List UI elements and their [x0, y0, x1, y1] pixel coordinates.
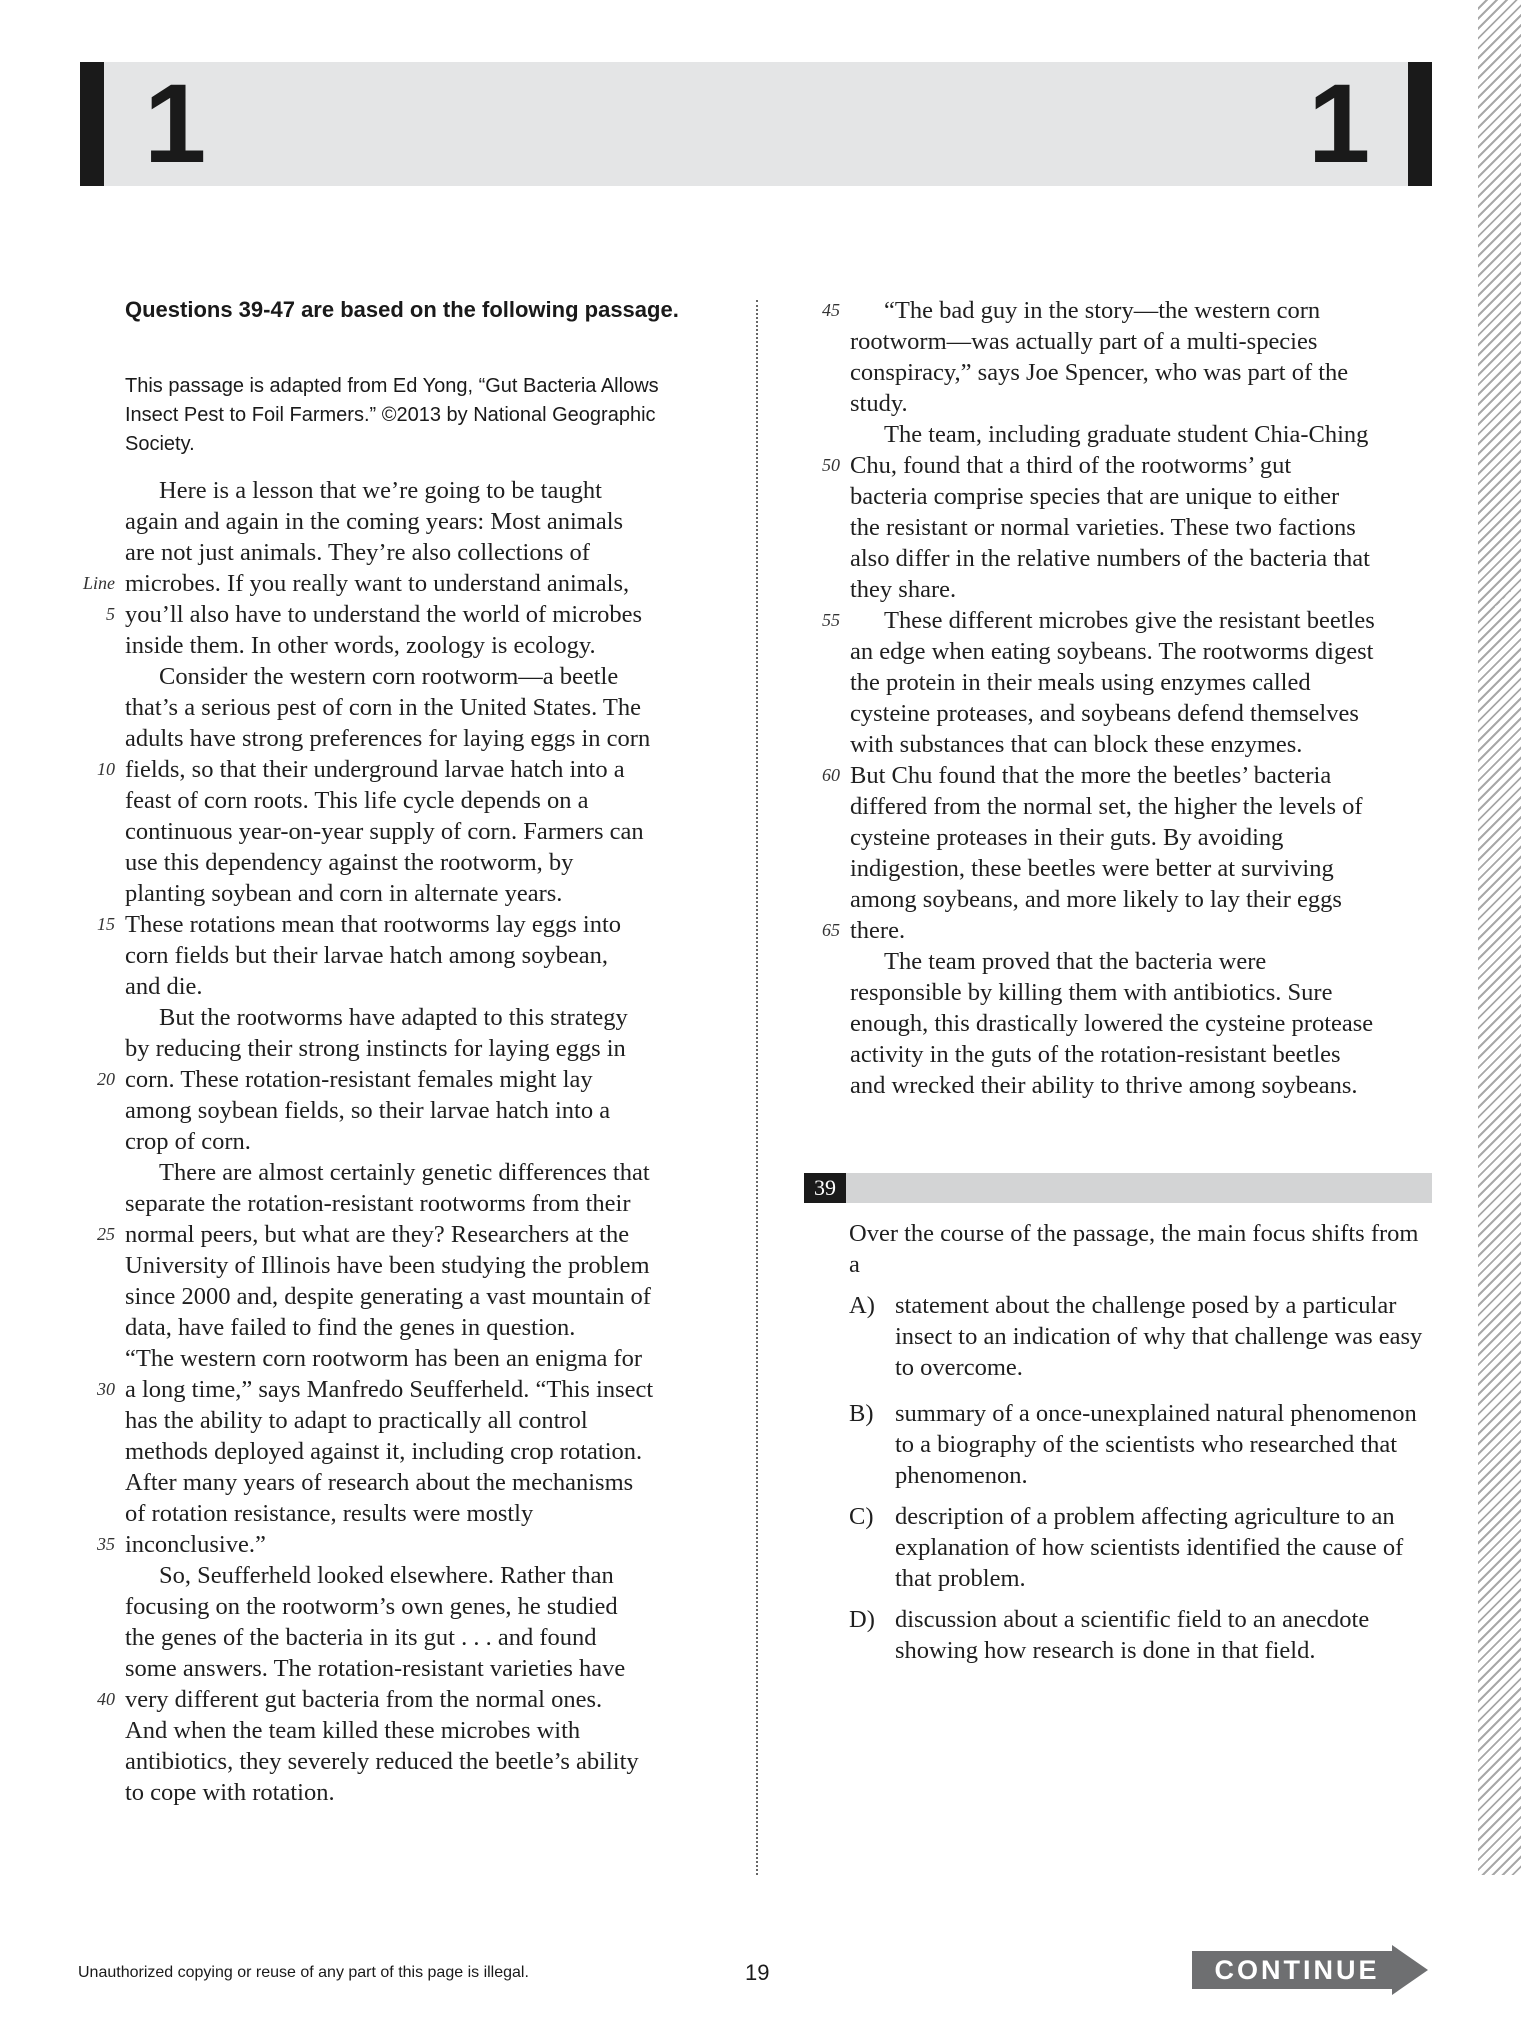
- choice-text: description of a problem affecting agriculture to an explanation of how scientists identified the cause of that problem.: [895, 1503, 1404, 1592]
- passage-line: focusing on the rootworm’s own genes, he studied: [125, 1593, 618, 1620]
- passage-line: Here is a lesson that we’re going to be taught: [159, 477, 602, 504]
- line-number: 5: [106, 604, 115, 624]
- passage-line: University of Illinois have been studying the problem: [125, 1252, 650, 1279]
- passage-source: This passage is adapted from Ed Yong, “Gut Bacteria Allows Insect Pest to Foil Farmers.” ©2013 by National Geographic Society.: [125, 375, 659, 455]
- passage-line: and wrecked their ability to thrive among soybeans.: [850, 1072, 1358, 1099]
- line-number: 60: [822, 765, 840, 785]
- passage-line: bacteria comprise species that are unique to either: [850, 483, 1340, 510]
- question-stem: Over the course of the passage, the main focus shifts from a: [849, 1220, 1419, 1278]
- passage-line: After many years of research about the mechanisms: [125, 1469, 634, 1496]
- line-number: 40: [97, 1689, 115, 1709]
- line-label: Line: [82, 573, 115, 593]
- passage-line: also differ in the relative numbers of the bacteria that: [850, 545, 1370, 572]
- passage-line: cysteine proteases in their guts. By avoiding: [850, 824, 1284, 851]
- section-header: [80, 62, 1432, 186]
- passage-line: inconclusive.”: [125, 1531, 266, 1558]
- line-number: 65: [822, 920, 840, 940]
- continue-label: CONTINUE: [1214, 1955, 1380, 1985]
- passage-line: Chu, found that a third of the rootworms’ gut: [850, 452, 1292, 479]
- choice-text: summary of a once-unexplained natural phenomenon to a biography of the scientists who researched that phenomenon.: [895, 1400, 1417, 1489]
- passage-line: the genes of the bacteria in its gut . . . and found: [125, 1624, 597, 1651]
- passage-line: are not just animals. They’re also collections of: [125, 539, 590, 566]
- passage-line: to cope with rotation.: [125, 1779, 335, 1806]
- question-number: 39: [804, 1173, 846, 1203]
- line-number: 15: [97, 914, 115, 934]
- margin-hatch-decoration: [1478, 0, 1521, 1875]
- choice-letter: C): [849, 1503, 874, 1530]
- line-number: 25: [97, 1224, 115, 1244]
- passage-line: some answers. The rotation-resistant varieties have: [125, 1655, 626, 1682]
- line-number: 20: [97, 1069, 115, 1089]
- passage-line: has the ability to adapt to practically all control: [125, 1407, 588, 1434]
- question-bar: [804, 1173, 1432, 1203]
- passage-line: The team, including graduate student Chia-Ching: [884, 421, 1369, 448]
- passage-line: among soybeans, and more likely to lay their eggs: [850, 886, 1342, 913]
- passage-line: an edge when eating soybeans. The rootworms digest: [850, 638, 1374, 665]
- passage-line: the resistant or normal varieties. These two factions: [850, 514, 1356, 541]
- passage-line: activity in the guts of the rotation-resistant beetles: [850, 1041, 1341, 1068]
- passage-line: fields, so that their underground larvae hatch into a: [125, 756, 625, 783]
- passage-line: rootworm—was actually part of a multi-species: [850, 328, 1318, 355]
- passage-line: cysteine proteases, and soybeans defend themselves: [850, 700, 1359, 727]
- passage-line: Consider the western corn rootworm—a beetle: [159, 663, 619, 690]
- passage-line: enough, this drastically lowered the cysteine protease: [850, 1010, 1374, 1037]
- choice-text: statement about the challenge posed by a particular insect to an indication of why that challenge was easy to overcome.: [895, 1292, 1423, 1381]
- choice-letter: A): [849, 1292, 875, 1319]
- passage-line: conspiracy,” says Joe Spencer, who was part of the: [850, 359, 1349, 386]
- passage-line: that’s a serious pest of corn in the United States. The: [125, 694, 641, 721]
- passage-line: adults have strong preferences for laying eggs in corn: [125, 725, 651, 752]
- passage-line: study.: [850, 390, 908, 417]
- passage-line: of rotation resistance, results were mostly: [125, 1500, 534, 1527]
- section-number-right: 1: [1308, 61, 1371, 186]
- passage-line: inside them. In other words, zoology is ecology.: [125, 632, 596, 659]
- passage-line: antibiotics, they severely reduced the beetle’s ability: [125, 1748, 639, 1775]
- passage-line: there.: [850, 917, 906, 944]
- passage-line: So, Seufferheld looked elsewhere. Rather than: [159, 1562, 614, 1589]
- passage-line: microbes. If you really want to understand animals,: [125, 570, 630, 597]
- page-number: 19: [745, 1960, 770, 1985]
- passage-line: “The bad guy in the story—the western corn: [884, 297, 1321, 324]
- passage-line: There are almost certainly genetic differences that: [159, 1159, 650, 1186]
- passage-line: The team proved that the bacteria were: [884, 948, 1267, 975]
- passage-line: you’ll also have to understand the world of microbes: [125, 601, 643, 628]
- passage-line: indigestion, these beetles were better at surviving: [850, 855, 1334, 882]
- line-number: 55: [822, 610, 840, 630]
- section-header-bar-right: [1408, 62, 1432, 186]
- passage-line: continuous year-on-year supply of corn. Farmers can: [125, 818, 644, 845]
- passage-line: very different gut bacteria from the normal ones.: [125, 1686, 603, 1713]
- passage-line: by reducing their strong instincts for laying eggs in: [125, 1035, 626, 1062]
- passage-line: But Chu found that the more the beetles’ bacteria: [850, 762, 1332, 789]
- passage-line: And when the team killed these microbes with: [125, 1717, 581, 1744]
- line-number: 30: [97, 1379, 115, 1399]
- passage-line: with substances that can block these enzymes.: [850, 731, 1303, 758]
- section-header-bar-left: [80, 62, 104, 186]
- passage-intro: Questions 39-47 are based on the following passage.: [125, 297, 679, 322]
- passage-line: corn. These rotation-resistant females might lay: [125, 1066, 593, 1093]
- passage-line: again and again in the coming years: Most animals: [125, 508, 624, 535]
- line-number: 45: [822, 300, 840, 320]
- passage-line: normal peers, but what are they? Researchers at the: [125, 1221, 630, 1248]
- passage-line: among soybean fields, so their larvae hatch into a: [125, 1097, 611, 1124]
- passage-line: they share.: [850, 576, 957, 603]
- continue-button[interactable]: [1192, 1945, 1428, 1995]
- choice-letter: B): [849, 1400, 874, 1427]
- passage-line: “The western corn rootworm has been an enigma for: [125, 1345, 643, 1372]
- passage-line: the protein in their meals using enzymes called: [850, 669, 1311, 696]
- passage-line: crop of corn.: [125, 1128, 251, 1155]
- line-number: 50: [822, 455, 840, 475]
- line-number: 35: [97, 1534, 115, 1554]
- passage-line: since 2000 and, despite generating a vast mountain of: [125, 1283, 651, 1310]
- passage-line: planting soybean and corn in alternate years.: [125, 880, 563, 907]
- passage-line: methods deployed against it, including crop rotation.: [125, 1438, 643, 1465]
- passage-line: These rotations mean that rootworms lay eggs into: [125, 911, 622, 938]
- passage-line: differed from the normal set, the higher the levels of: [850, 793, 1363, 820]
- choice-letter: D): [849, 1606, 875, 1633]
- passage-line: These different microbes give the resistant beetles: [884, 607, 1375, 634]
- passage-line: use this dependency against the rootworm, by: [125, 849, 574, 876]
- passage-line: feast of corn roots. This life cycle depends on a: [125, 787, 589, 814]
- choice-text: discussion about a scientific field to an anecdote showing how research is done in that field.: [895, 1606, 1370, 1664]
- passage-line: a long time,” says Manfredo Seufferheld. “This insect: [125, 1376, 654, 1403]
- passage-line: and die.: [125, 973, 203, 1000]
- copyright-notice: Unauthorized copying or reuse of any part of this page is illegal.: [78, 1964, 529, 1981]
- passage-line: responsible by killing them with antibiotics. Sure: [850, 979, 1333, 1006]
- column-divider: [756, 300, 758, 1875]
- passage-line: But the rootworms have adapted to this strategy: [159, 1004, 628, 1031]
- passage-line: separate the rotation-resistant rootworms from their: [125, 1190, 631, 1217]
- section-number-left: 1: [144, 61, 207, 186]
- passage-line: corn fields but their larvae hatch among soybean,: [125, 942, 609, 969]
- line-number: 10: [97, 759, 115, 779]
- passage-line: data, have failed to find the genes in question.: [125, 1314, 576, 1341]
